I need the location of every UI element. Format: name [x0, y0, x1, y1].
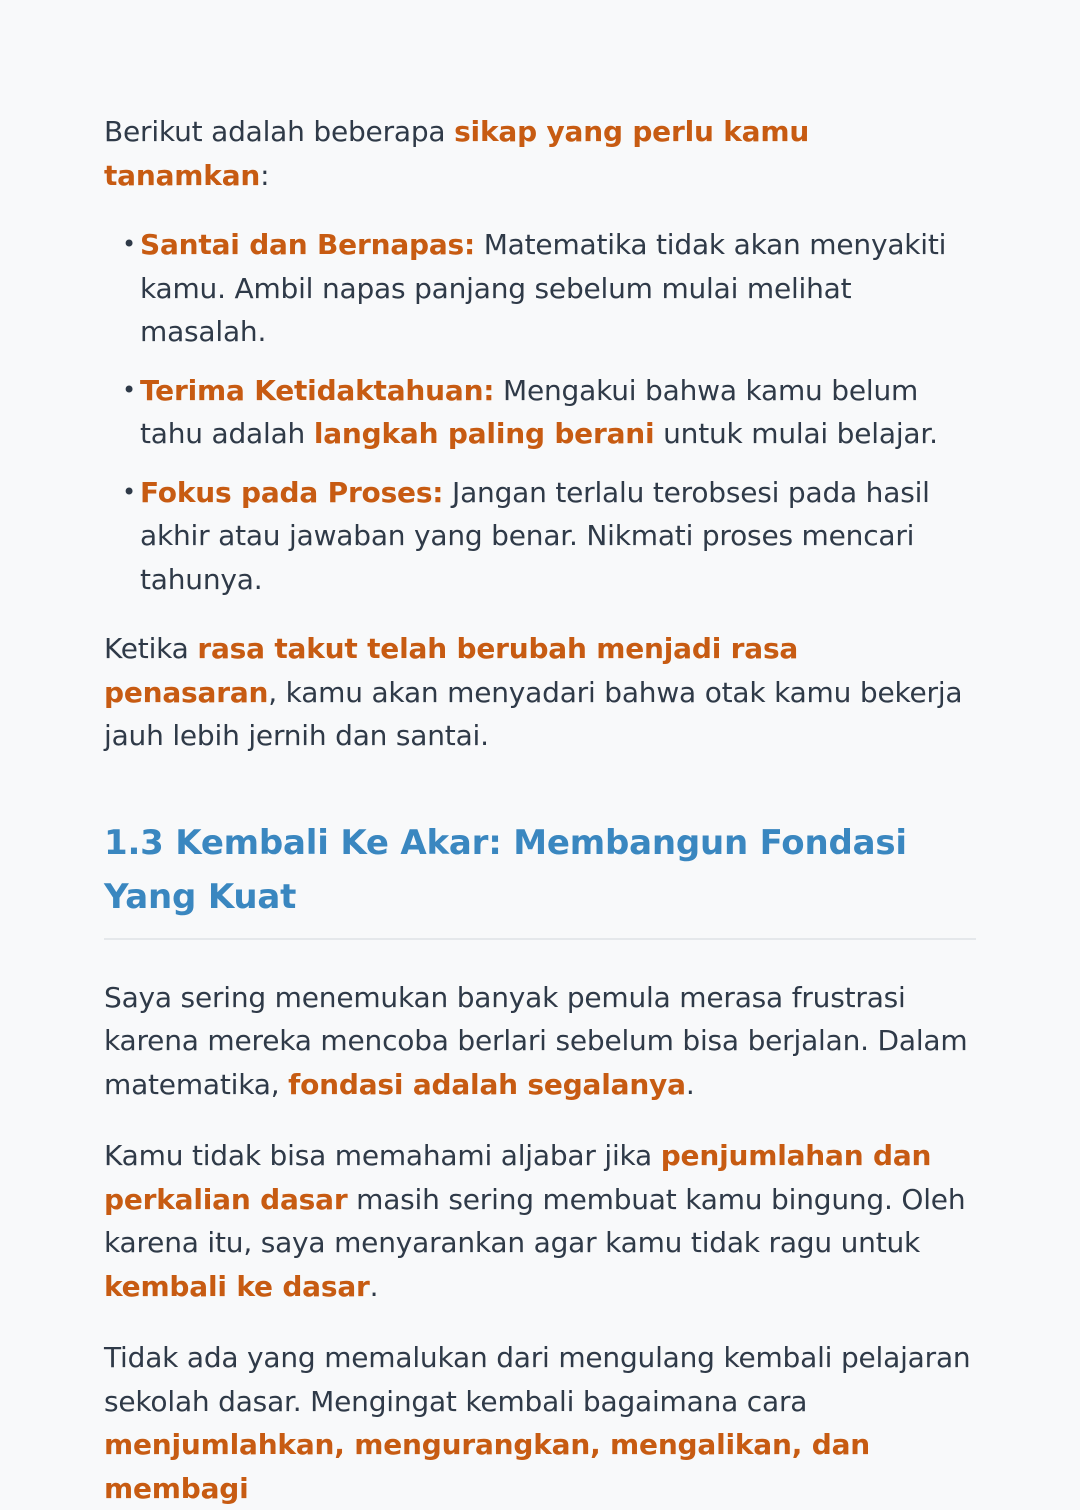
- basics-text: Tidak ada yang memalukan dari mengulang kembali pelajaran sekolah dasar. Mengingat kembali bagaimana cara: [104, 1341, 971, 1418]
- fear-text-end: , kamu akan menyadari bahwa otak kamu bekerja jauh lebih jernih dan santai.: [104, 675, 963, 752]
- foundation-period: .: [685, 1067, 695, 1101]
- list-item-highlight: langkah paling berani: [313, 417, 655, 450]
- attitude-list: [104, 223, 976, 601]
- fear-highlight: rasa takut telah berubah menjadi rasa penasaran: [104, 632, 799, 709]
- foundation-highlight: fondasi adalah segalanya: [288, 1067, 686, 1101]
- intro-text: Berikut adalah beberapa: [104, 115, 455, 148]
- bullet-dot-icon: •: [122, 375, 136, 404]
- list-item-text: Jangan terlalu terobsesi pada hasil akhir atau jawaban yang benar. Nikmati proses mencari tahunya.: [140, 475, 930, 596]
- algebra-period: .: [369, 1269, 379, 1303]
- algebra-highlight-2: kembali ke dasar: [104, 1269, 370, 1303]
- basics-paragraph: [104, 1336, 976, 1510]
- intro-highlight: sikap yang perlu kamu tanamkan: [104, 115, 810, 192]
- algebra-highlight: penjumlahan dan perkalian dasar: [104, 1139, 932, 1216]
- foundation-paragraph: [104, 976, 976, 1107]
- basics-highlight: menjumlahkan, mengurangkan, mengalikan, dan membagi: [104, 1428, 870, 1505]
- intro-paragraph: [104, 110, 976, 197]
- fear-paragraph: [104, 627, 976, 758]
- section-heading: 1.3 Kembali Ke Akar: Membangun Fondasi Yang Kuat: [104, 816, 976, 940]
- fear-text: Ketika: [104, 632, 198, 665]
- bullet-dot-icon: •: [122, 230, 136, 258]
- list-item-text: Matematika tidak akan menyakiti kamu. Ambil napas panjang sebelum mulai melihat masalah.: [140, 228, 947, 348]
- intro-colon: :: [260, 158, 270, 192]
- foundation-text: Saya sering menemukan banyak pemula merasa frustrasi karena mereka mencoba berlari sebelum bisa berjalan. Dalam matematika,: [104, 980, 968, 1101]
- list-item-title: Terima Ketidaktahuan:: [140, 373, 495, 407]
- bullet-dot-icon: •: [122, 477, 136, 506]
- list-item-text-end: untuk mulai belajar.: [654, 417, 938, 450]
- list-item-title: Fokus pada Proses:: [140, 475, 444, 509]
- list-item-text: Mengakui bahwa kamu belum tahu adalah: [140, 373, 919, 450]
- list-item-title: Santai dan Bernapas:: [140, 228, 476, 261]
- list-item: [122, 471, 976, 602]
- list-item: [122, 369, 976, 456]
- algebra-text: Kamu tidak bisa memahami aljabar jika: [104, 1139, 661, 1172]
- algebra-paragraph: [104, 1134, 976, 1308]
- algebra-text-mid: masih sering membuat kamu bingung. Oleh karena itu, saya menyarankan agar kamu tidak ragu untuk: [104, 1182, 966, 1259]
- list-item: [122, 223, 976, 354]
